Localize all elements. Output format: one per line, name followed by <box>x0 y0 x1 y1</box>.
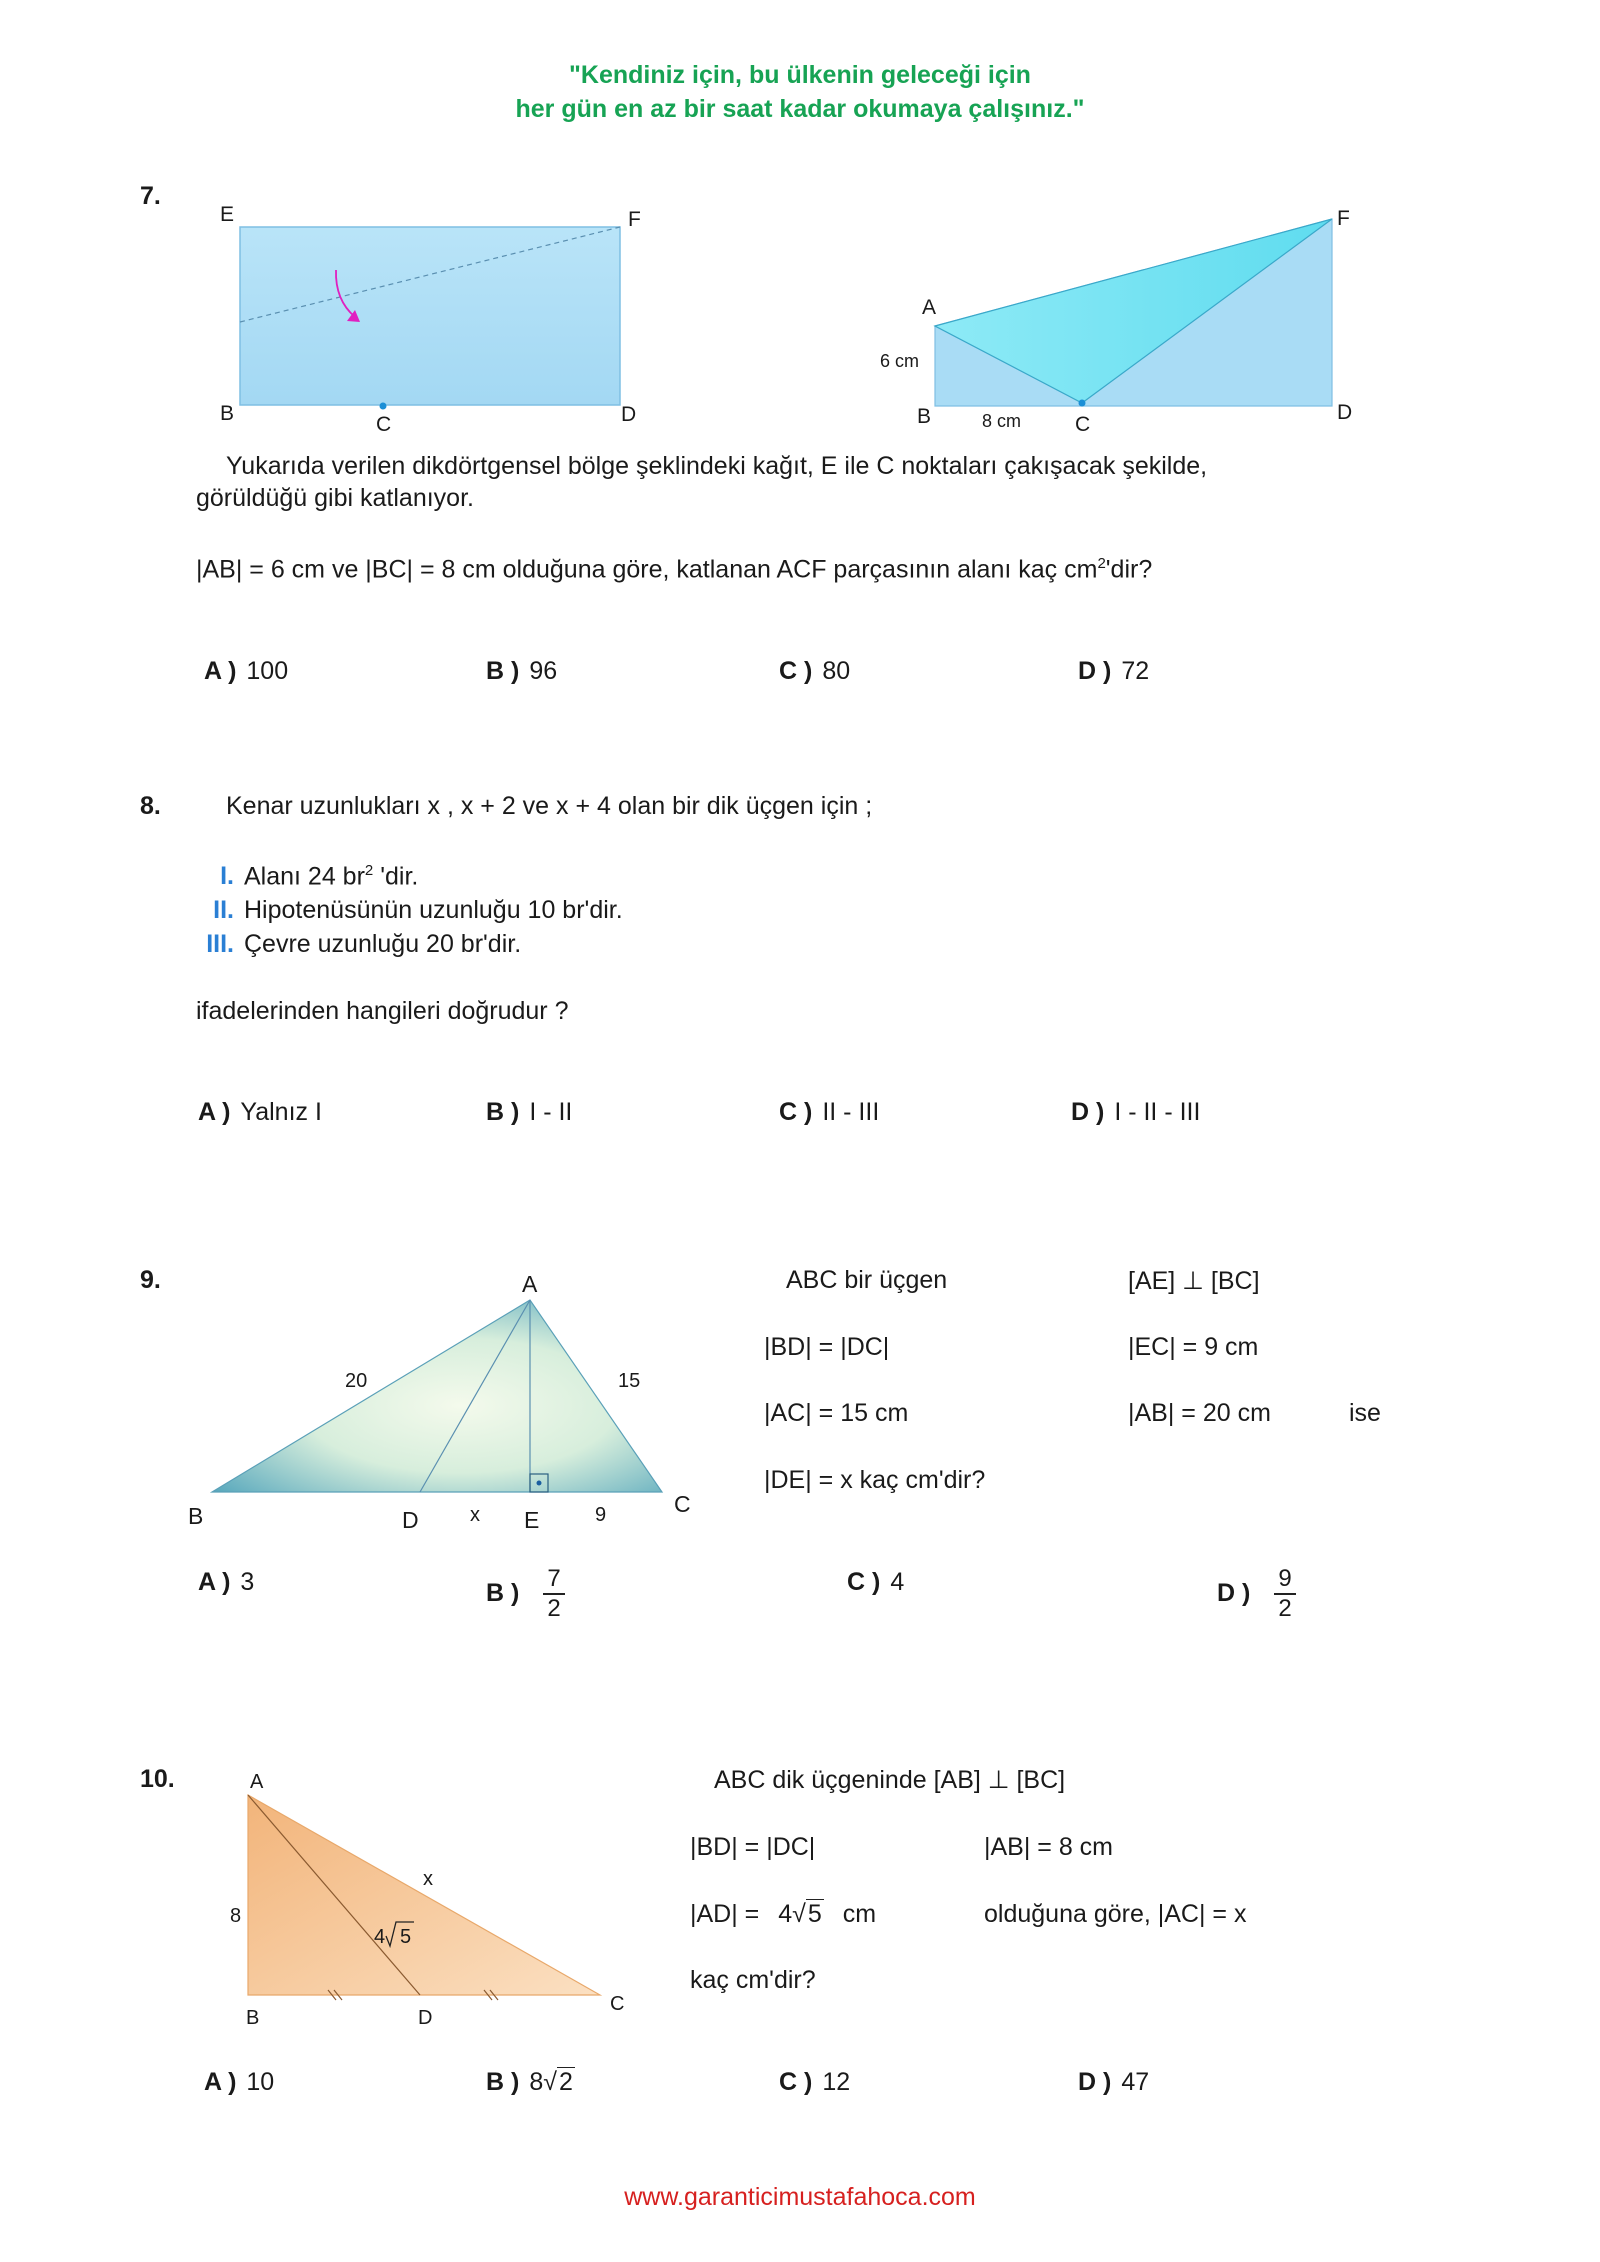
question-number-9: 9. <box>140 1266 161 1294</box>
q10-given-3: |AB| = 8 cm <box>984 1833 1114 1861</box>
label-d: D <box>418 2007 433 2029</box>
q8-statement-1: I. Alanı 24 $br^2$ 'dir. <box>220 862 419 891</box>
q10-given-5: olduğuna göre, |AC| = x <box>984 1900 1247 1928</box>
q7-text-line-2: görüldüğü gibi katlanıyor. <box>196 484 474 512</box>
q10-option-a[interactable]: A ) 10 <box>204 2068 275 2096</box>
label-b: B <box>220 402 235 425</box>
q7-text-line-1: Yukarıda verilen dikdörtgensel bölge şeklindeki kağıt, E ile C noktaları çakışacak şekilde, <box>226 452 1208 480</box>
label-ab: 8 <box>230 1905 242 1927</box>
q7-option-b[interactable]: B ) 96 <box>486 657 558 685</box>
motto-line-2: her gün en az bir saat kadar okumaya çalışınız." <box>515 95 1085 123</box>
q9-given-8: ise <box>1349 1399 1381 1427</box>
q10-given-4: |AD| = 4√5 cm <box>690 1900 877 1928</box>
q8-option-b[interactable]: B ) I - II <box>486 1098 573 1126</box>
q10-given-2: |BD| = |DC| <box>690 1833 816 1861</box>
footer-url[interactable]: www.garanticimustafahoca.com <box>624 2183 976 2211</box>
point-c-dot <box>1079 400 1086 407</box>
q7-option-d[interactable]: D ) 72 <box>1078 657 1150 685</box>
label-a: A <box>922 296 937 319</box>
q10-option-c[interactable]: C ) 12 <box>779 2068 851 2096</box>
label-b: B <box>188 1503 204 1529</box>
label-b: B <box>246 2007 260 2029</box>
q9-given-3: |AC| = 15 cm <box>764 1399 909 1427</box>
q8-intro: Kenar uzunlukları x , x + 2 ve x + 4 olan bir dik üçgen için ; <box>226 792 873 820</box>
label-c: C <box>610 1993 625 2015</box>
q8-question: ifadelerinden hangileri doğrudur ? <box>196 997 569 1025</box>
label-e: E <box>220 203 235 226</box>
label-ac: 15 <box>618 1370 641 1392</box>
label-b: B <box>917 405 932 428</box>
label-a: A <box>250 1771 264 1793</box>
q8-statement-3: III. Çevre uzunluğu 20 br'dir. <box>206 930 522 958</box>
label-x: x <box>423 1868 433 1890</box>
triangle-abc <box>248 1795 600 1995</box>
q7-figure-rectangle <box>200 190 680 440</box>
q9-given-7: |AB| = 20 cm <box>1128 1399 1271 1427</box>
question-number-7: 7. <box>140 182 161 210</box>
q10-figure-triangle <box>220 1760 640 2030</box>
label-d: D <box>1337 401 1353 424</box>
label-bc-length: 8 cm <box>982 411 1022 431</box>
q8-statement-2: II. Hipotenüsünün uzunluğu 10 br'dir. <box>213 896 623 924</box>
label-ab-length: 6 cm <box>880 351 920 371</box>
q7-option-c[interactable]: C ) 80 <box>779 657 851 685</box>
q10-given-6: kaç cm'dir? <box>690 1966 816 1994</box>
question-number-10: 10. <box>140 1765 175 1793</box>
q9-given-4: |DE| = x kaç cm'dir? <box>764 1466 986 1494</box>
q8-option-d[interactable]: D ) I - II - III <box>1071 1098 1201 1126</box>
q9-option-d[interactable]: D ) $\frac{9}{2}$ <box>1217 1565 1296 1623</box>
q8-option-a[interactable]: A ) Yalnız I <box>198 1098 322 1126</box>
label-x: x <box>470 1504 480 1526</box>
label-e: E <box>524 1507 540 1533</box>
paper-rectangle <box>240 227 620 405</box>
label-c: C <box>1075 413 1091 436</box>
q9-given-5: [AE] ⊥ [BC] <box>1128 1267 1260 1295</box>
q7-figure-folded <box>870 195 1370 445</box>
q10-option-d[interactable]: D ) 47 <box>1078 2068 1150 2096</box>
q9-option-a[interactable]: A ) 3 <box>198 1568 255 1596</box>
q9-figure-triangle <box>180 1260 710 1540</box>
q9-given-2: |BD| = |DC| <box>764 1333 890 1361</box>
q9-option-c[interactable]: C ) 4 <box>847 1568 905 1596</box>
label-ab: 20 <box>345 1370 368 1392</box>
q7-question: |AB| = 6 cm ve |BC| = 8 cm olduğuna göre, katlanan ACF parçasının alanı kaç $cm^2'dir$? <box>196 555 1153 584</box>
svg-text:4: 4 <box>374 1926 386 1948</box>
q9-option-b[interactable]: B ) $\frac{7}{2}$ <box>486 1565 565 1623</box>
q8-option-c[interactable]: C ) II - III <box>779 1098 880 1126</box>
label-d: D <box>621 403 637 426</box>
svg-text:5: 5 <box>400 1926 412 1948</box>
motto <box>0 58 1600 126</box>
q10-given-1: ABC dik üçgeninde [AB] ⊥ [BC] <box>714 1766 1066 1794</box>
q7-option-a[interactable]: A ) 100 <box>204 657 289 685</box>
label-c: C <box>674 1491 691 1517</box>
label-a: A <box>522 1271 538 1297</box>
label-f: F <box>628 208 641 231</box>
label-f: F <box>1337 207 1350 230</box>
question-number-8: 8. <box>140 792 161 820</box>
q9-given-6: |EC| = 9 cm <box>1128 1333 1259 1361</box>
label-ec: 9 <box>595 1504 607 1526</box>
q10-option-b[interactable]: B ) 8√2 <box>486 2068 573 2096</box>
motto-line-1: "Kendiniz için, bu ülkenin geleceği için <box>569 61 1031 89</box>
label-d: D <box>402 1507 419 1533</box>
label-c: C <box>376 413 392 436</box>
q9-given-1: ABC bir üçgen <box>786 1266 948 1294</box>
point-c-dot <box>380 403 387 410</box>
